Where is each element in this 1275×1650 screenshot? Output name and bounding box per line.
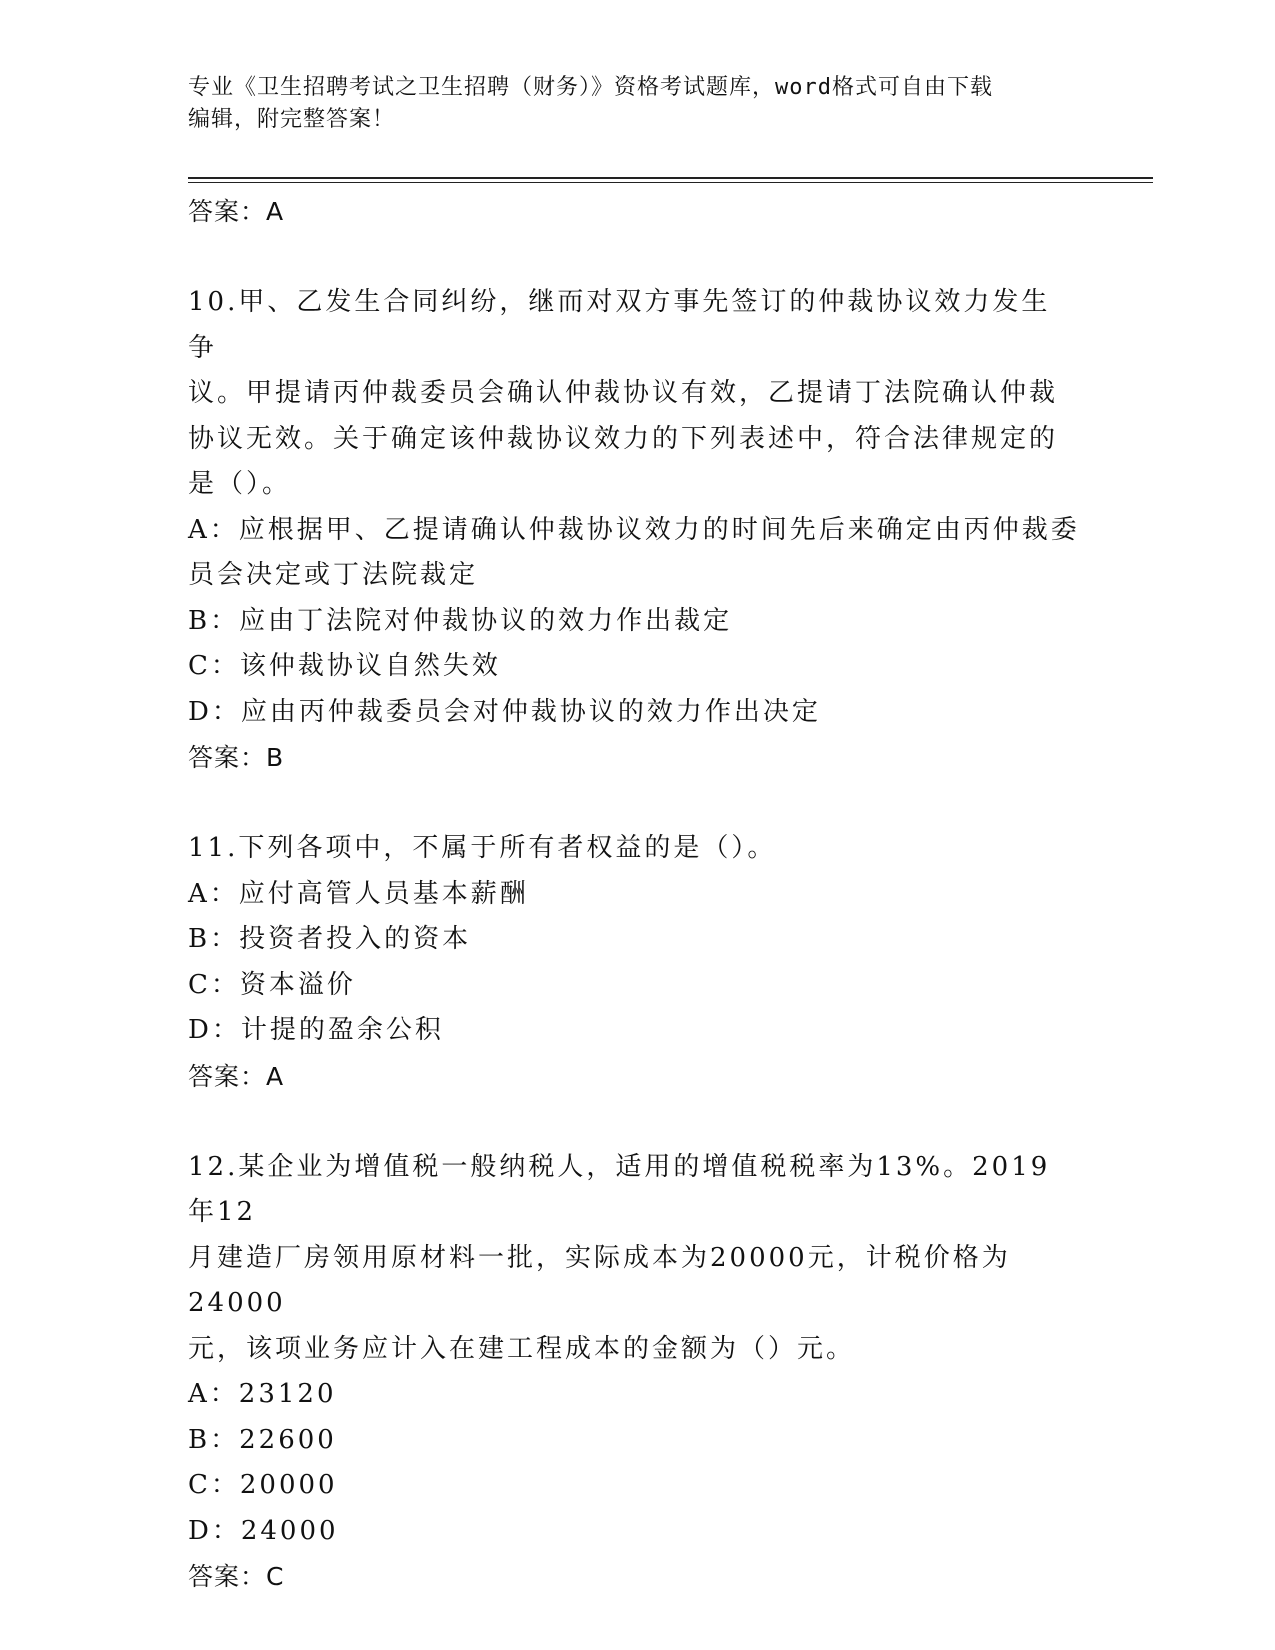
question-stem-line: 月建造厂房领用原材料一批，实际成本为20000元，计税价格为24000 — [188, 1242, 1011, 1318]
question-stem-line: 10.甲、乙发生合同纠纷，继而对双方事先签订的仲裁协议效力发生争 — [188, 287, 1051, 363]
option-c: C：该仲裁协议自然失效 — [188, 651, 501, 681]
answer-previous-question: 答案：A — [188, 197, 285, 226]
answer-question-11: 答案：A — [188, 1061, 285, 1091]
question-stem-line: 12.某企业为增值税一般纳税人，适用的增值税税率为13%。2019年12 — [188, 1151, 1051, 1227]
option-b: B：应由丁法院对仲裁协议的效力作出裁定 — [188, 605, 733, 636]
option-a: A：应付高管人员基本薪酬 — [188, 878, 529, 909]
option-c: C：20000 — [188, 1470, 338, 1500]
question-stem-line: 是（）。 — [188, 469, 292, 499]
question-12 — [188, 1145, 1088, 1601]
option-d: D：24000 — [188, 1515, 339, 1546]
question-11 — [188, 826, 1088, 1100]
question-stem-line: 11.下列各项中，不属于所有者权益的是（）。 — [188, 833, 777, 863]
answer-question-10: 答案：B — [188, 743, 285, 772]
option-a: A：23120 — [188, 1379, 337, 1409]
option-d: D：应由丙仲裁委员会对仲裁协议的效力作出决定 — [188, 696, 821, 727]
option-a: A：应根据甲、乙提请确认仲裁协议效力的时间先后来确定由丙仲裁委 — [188, 514, 1080, 545]
document-header — [188, 72, 1068, 136]
header-line-2: 编辑，附完整答案！ — [188, 107, 396, 132]
option-b: B：22600 — [188, 1424, 337, 1455]
option-c: C：资本溢价 — [188, 969, 356, 1000]
question-10 — [188, 280, 1088, 781]
question-list — [188, 189, 1088, 1600]
option-b: B：投资者投入的资本 — [188, 924, 472, 954]
option-a-continued: 员会决定或丁法院裁定 — [188, 560, 479, 590]
header-line-1: 专业《卫生招聘考试之卫生招聘（财务）》资格考试题库，word格式可自由下载 — [188, 75, 993, 100]
question-stem-line: 议。甲提请丙仲裁委员会确认仲裁协议有效，乙提请丁法院确认仲裁 — [188, 378, 1059, 408]
answer-question-12: 答案：C — [188, 1562, 285, 1591]
header-divider-thick — [188, 177, 1153, 179]
header-divider-thin — [188, 182, 1153, 183]
option-d: D：计提的盈余公积 — [188, 1015, 444, 1045]
question-stem-line: 元，该项业务应计入在建工程成本的金额为（）元。 — [188, 1333, 856, 1364]
question-stem-line: 协议无效。关于确定该仲裁协议效力的下列表述中，符合法律规定的 — [188, 423, 1059, 454]
